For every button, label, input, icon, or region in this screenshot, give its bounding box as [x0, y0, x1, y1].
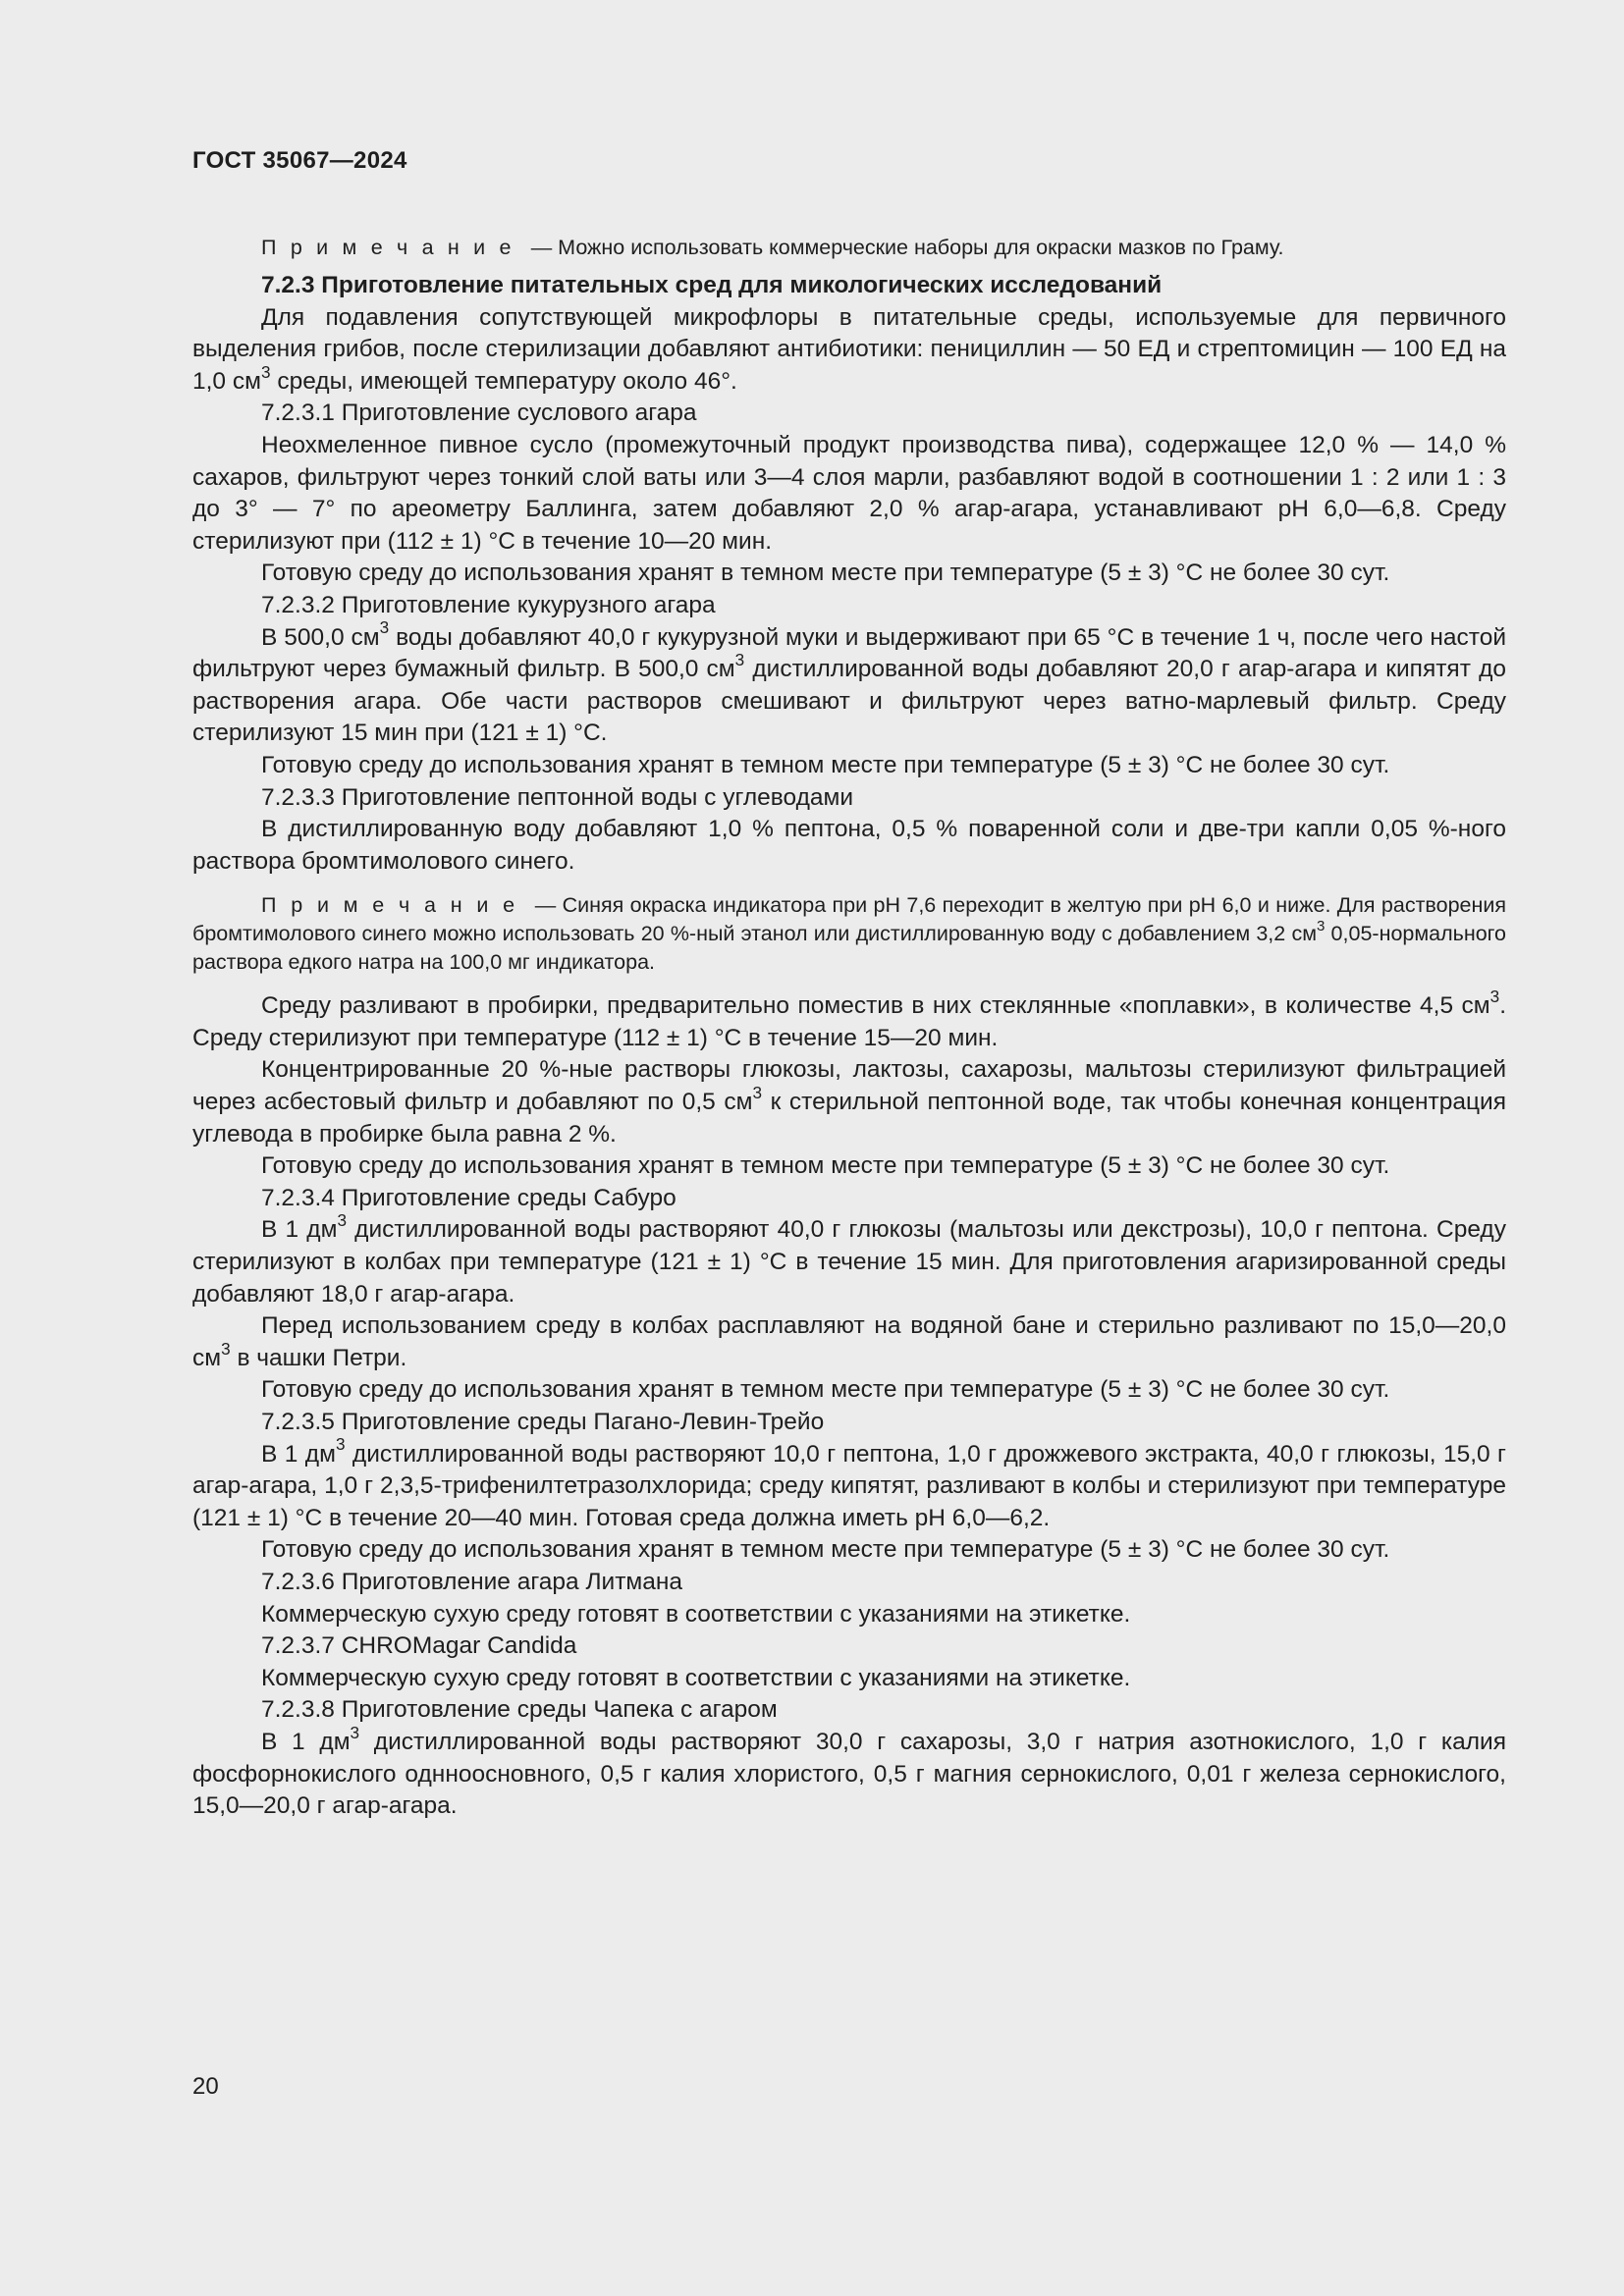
- note-paragraph: [192, 234, 1506, 262]
- body-paragraph: [192, 1054, 1506, 1150]
- superscript: 3: [752, 1082, 762, 1102]
- body-paragraph: [192, 1210, 1506, 1310]
- text-run: дистиллированной воды растворяют 40,0 г глюкозы (мальтозы или декстрозы), 10,0 г пептона. Среду стерилизуют в колбах при температуре (121 ± 1) °С в течение 15 мин. Для приготовления агаризированной среды добавляют 18,0 г агар-агара.: [192, 1216, 1506, 1308]
- body-paragraph: [192, 617, 1506, 750]
- text-run: 7.2.3.1 Приготовление суслового агара: [261, 400, 697, 427]
- text-run: дистиллированной воды добавляют 20,0 г агар-агара и кипятят до растворения агара. Обе части растворов смешивают и фильтруют через ватно-марлевый фильтр. Среду стерилизуют 15 мин при (121 ± 1) °С.: [192, 656, 1506, 747]
- body-paragraph: [192, 1374, 1506, 1407]
- note-label: П р и м е ч а н и е: [261, 236, 515, 259]
- text-run: В 500,0 см: [261, 623, 380, 651]
- text-run: Готовую среду до использования хранят в темном месте при температуре (5 ± 3) °С не более 30 сут.: [261, 1376, 1390, 1404]
- superscript: 3: [335, 1434, 346, 1455]
- text-run: Готовую среду до использования хранят в темном месте при температуре (5 ± 3) °С не более 30 сут.: [261, 751, 1390, 778]
- text-run: Готовую среду до использования хранят в темном месте при температуре (5 ± 3) °С не более 30 сут.: [261, 1536, 1390, 1564]
- standard-header: ГОСТ 35067—2024: [192, 147, 407, 174]
- superscript: 3: [1316, 918, 1326, 935]
- document-body: [192, 234, 1506, 1823]
- body-paragraph: [192, 430, 1506, 558]
- text-run: Среду разливают в пробирки, предварительно поместив в них стеклянные «поплавки», в количестве 4,5 см: [261, 992, 1490, 1020]
- subsection-heading: [192, 1694, 1506, 1727]
- note-paragraph: [192, 891, 1506, 977]
- text-run: . Среду стерилизуют при температуре (112 ± 1) °С в течение 15—20 мин.: [192, 992, 1506, 1051]
- superscript: 3: [1489, 987, 1500, 1007]
- subsection-heading: [192, 590, 1506, 622]
- note-label: П р и м е ч а н и е: [261, 893, 519, 918]
- subsection-heading: [192, 1567, 1506, 1599]
- spacer: [192, 262, 1506, 270]
- spacer: [192, 977, 1506, 990]
- body-paragraph: [192, 1663, 1506, 1695]
- text-run: В 1 дм: [261, 1728, 351, 1755]
- body-paragraph: [192, 750, 1506, 782]
- text-run: Концентрированные 20 %-ные растворы глюкозы, лактозы, сахарозы, мальтозы стерилизуют фильтрацией через асбестовый фильтр и добавляют по 0,5 см: [192, 1056, 1506, 1116]
- text-run: среды, имеющей температуру около 46°.: [270, 367, 737, 395]
- document-page: [192, 147, 1507, 1820]
- text-run: Коммерческую сухую среду готовят в соответствии с указаниями на этикетке.: [261, 1664, 1131, 1691]
- superscript: 3: [734, 649, 745, 669]
- body-paragraph: [192, 987, 1506, 1054]
- subsection-heading: [192, 1407, 1506, 1439]
- body-paragraph: [192, 302, 1506, 399]
- superscript: 3: [260, 361, 271, 382]
- text-run: Для подавления сопутствующей микрофлоры в питательные среды, используемые для первичного выделения грибов, после стерилизации добавляют антибиотики: пенициллин — 50 ЕД и стрептомицин — 100 ЕД на 1,0 см: [192, 303, 1506, 395]
- text-run: дистиллированной воды растворяют 10,0 г пептона, 1,0 г дрожжевого экстракта, 40,0 г глюкозы, 15,0 г агар-агара, 1,0 г 2,3,5-трифенилтетразолхлорида; среду кипятят, разливают в колбы и стерилизуют при температуре (121 ± 1) °С в течение 20—40 мин. Готовая среда должна иметь pH 6,0—6,2.: [192, 1440, 1506, 1531]
- body-paragraph: [192, 558, 1506, 590]
- note-text: — Можно использовать коммерческие наборы для окраски мазков по Граму.: [524, 236, 1284, 259]
- body-paragraph: [192, 1722, 1506, 1823]
- text-run: Готовую среду до использования хранят в темном месте при температуре (5 ± 3) °С не более 30 сут.: [261, 560, 1390, 587]
- body-paragraph: [192, 1534, 1506, 1567]
- page-number: 20: [192, 2073, 219, 2100]
- text-run: 7.2.3 Приготовление питательных сред для микологических исследований: [261, 272, 1163, 298]
- subsection-heading: [192, 782, 1506, 815]
- body-paragraph: [192, 1599, 1506, 1631]
- text-run: В 1 дм: [261, 1440, 336, 1468]
- section-heading: [192, 270, 1506, 302]
- text-run: 7.2.3.7 CHROMagar Candida: [261, 1632, 577, 1660]
- text-run: воды добавляют 40,0 г кукурузной муки и выдерживают при 65 °С в течение 1 ч, после чего настой фильтруют через бумажный фильтр. В 500,0 см: [192, 623, 1506, 683]
- superscript: 3: [350, 1722, 360, 1742]
- body-paragraph: [192, 1150, 1506, 1183]
- superscript: 3: [337, 1210, 347, 1231]
- text-run: В дистиллированную воду добавляют 1,0 % пептона, 0,5 % поваренной соли и две-три капли 0,05 %-ного раствора бромтимолового синего.: [192, 816, 1506, 875]
- spacer: [192, 878, 1506, 891]
- body-paragraph: [192, 1310, 1506, 1374]
- text-run: Готовую среду до использования хранят в темном месте при температуре (5 ± 3) °С не более 30 сут.: [261, 1152, 1390, 1180]
- text-run: Неохмеленное пивное сусло (промежуточный продукт производства пива), содержащее 12,0 % — 14,0 % сахаров, фильтруют через тонкий слой ваты или 3—4 слоя марли, разбавляют водой в соотношении 1 : 2 или 1 : 3 до 3° — 7° по ареометру Баллинга, затем добавляют 2,0 % агар-агара, устанавливают pH 6,0—6,8. Среду стерилизуют при (112 ± 1) °С в течение 10—20 мин.: [192, 431, 1506, 555]
- text-run: Перед использованием среду в колбах расплавляют на водяной бане и стерильно разливают по 15,0—20,0 см: [192, 1312, 1506, 1371]
- subsection-heading: [192, 398, 1506, 430]
- text-run: в чашки Петри.: [230, 1344, 407, 1371]
- superscript: 3: [379, 617, 390, 638]
- body-paragraph: [192, 814, 1506, 878]
- text-run: Коммерческую сухую среду готовят в соответствии с указаниями на этикетке.: [261, 1600, 1131, 1628]
- subsection-heading: [192, 1183, 1506, 1215]
- note-text: — Синяя окраска индикатора при pH 7,6 переходит в желтую при pH 6,0 и ниже. Для растворения бромтимолового синего можно использовать 20 %-ный этанол или дистиллированную воду с добавлением 3,2 см: [192, 893, 1507, 946]
- subsection-heading: [192, 1630, 1506, 1663]
- note-text: 0,05-нормального раствора едкого натра на 100,0 мг индикатора.: [192, 922, 1506, 975]
- text-run: к стерильной пептонной воде, так чтобы конечная концентрация углевода в пробирке была равна 2 %.: [192, 1089, 1506, 1148]
- text-run: В 1 дм: [261, 1216, 338, 1244]
- body-paragraph: [192, 1434, 1506, 1535]
- text-run: 7.2.3.4 Приготовление среды Сабуро: [261, 1184, 677, 1211]
- text-run: 7.2.3.6 Приготовление агара Литмана: [261, 1568, 683, 1595]
- text-run: 7.2.3.3 Приготовление пептонной воды с углеводами: [261, 783, 854, 811]
- superscript: 3: [221, 1338, 231, 1359]
- text-run: 7.2.3.2 Приготовление кукурузного агара: [261, 591, 716, 618]
- text-run: 7.2.3.5 Приготовление среды Пагано-Левин-Трейо: [261, 1409, 825, 1435]
- text-run: дистиллированной воды растворяют 30,0 г сахарозы, 3,0 г натрия азотнокислого, 1,0 г калия фосфорнокислого однноосновного, 0,5 г калия хлористого, 0,5 г магния сернокислого, 0,01 г железа сернокислого, 15,0—20,0 г агар-агара.: [192, 1728, 1506, 1820]
- text-run: 7.2.3.8 Приготовление среды Чапека с агаром: [261, 1696, 778, 1724]
